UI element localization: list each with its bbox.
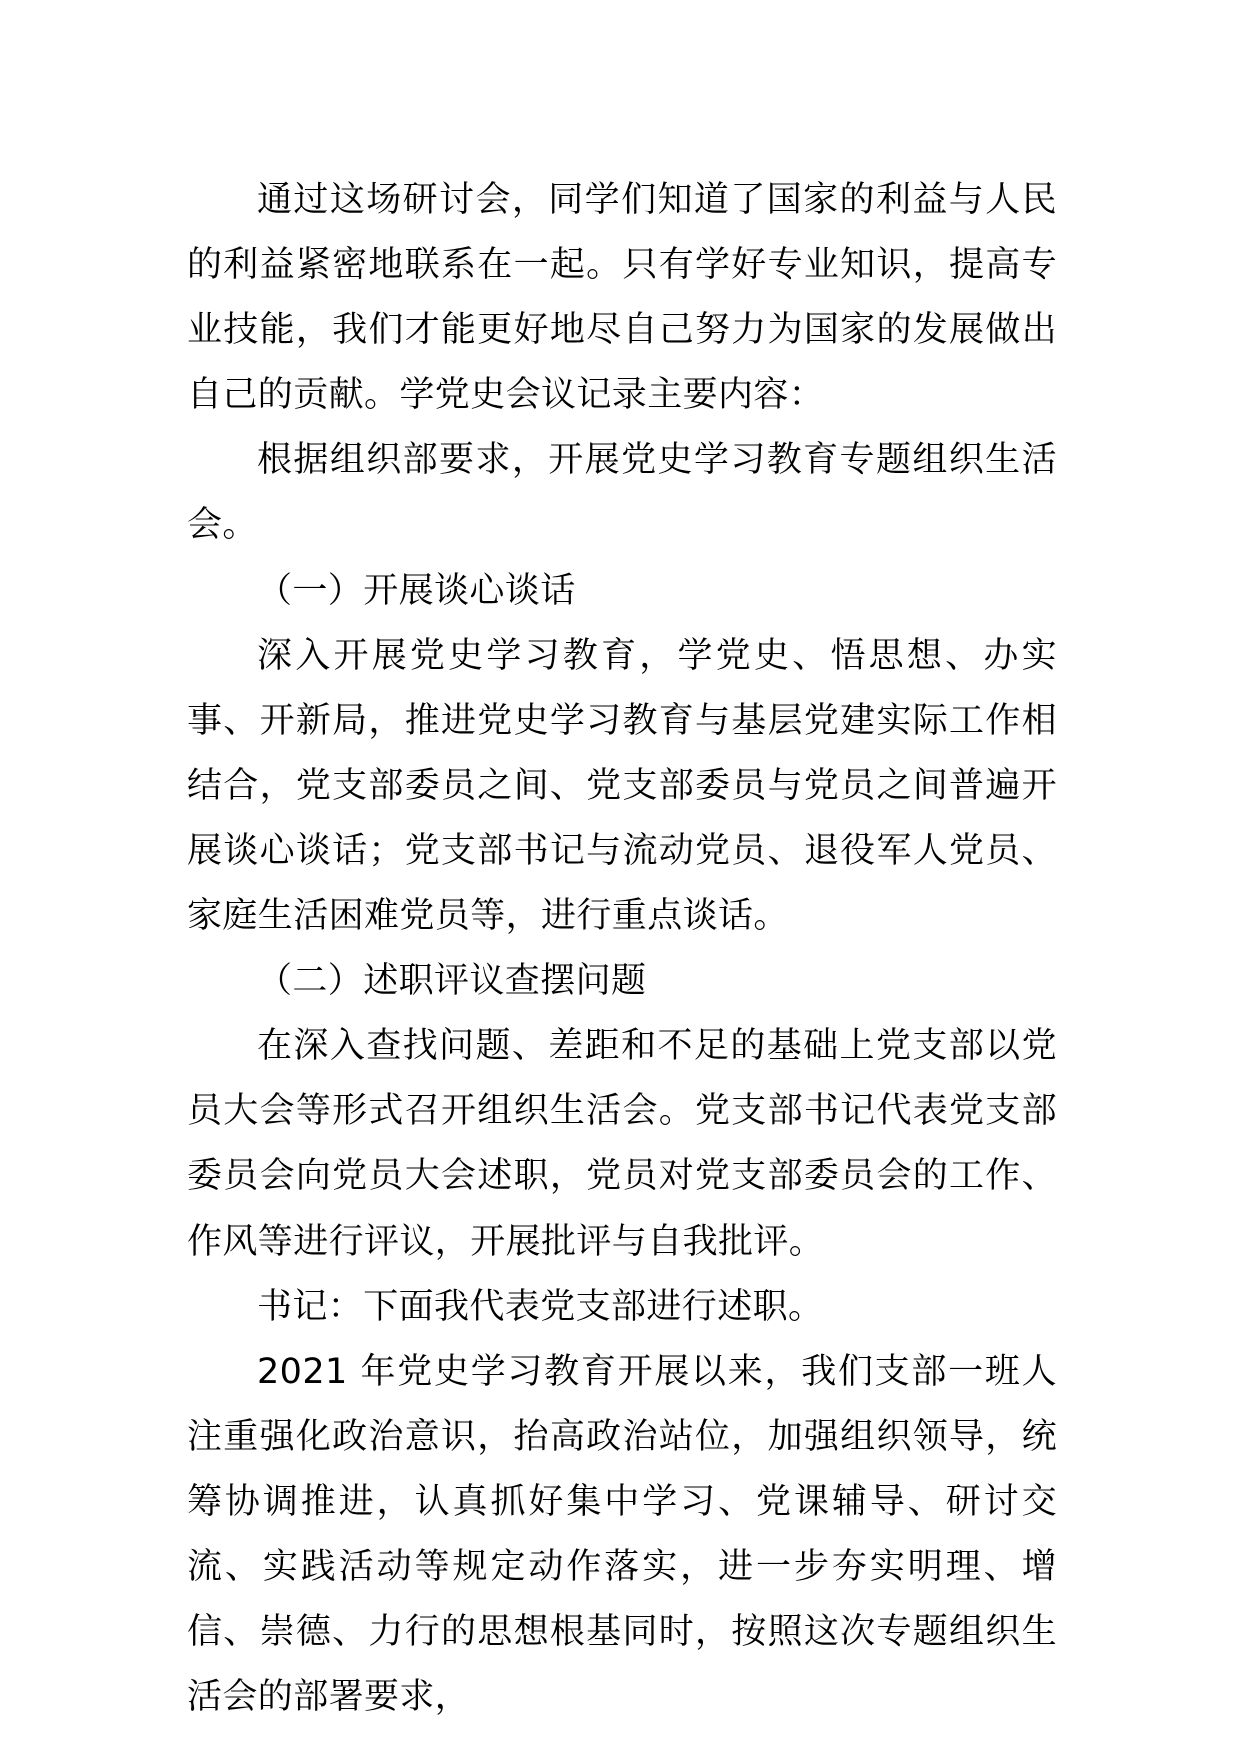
section-heading-heart-to-heart-talks: （一）开展谈心谈话 [257, 570, 576, 611]
document-body [187, 168, 1057, 1730]
section-heading-report-and-review: （二）述职评议查摆问题 [257, 961, 647, 1002]
paragraph-organization-requirement: 根据组织部要求，开展党史学习教育专题组织生活会。 [187, 440, 1057, 546]
paragraph-2021-work-summary: 2021 年党史学习教育开展以来，我们支部一班人注重强化政治意识，抬高政治站位，加强组织领导，统筹协调推进，认真抓好集中学习、党课辅导、研讨交流、实践活动等规定动作落实，进一步夯实明理、增信、崇德、力行的思想根基同时，按照这次专题组织生活会的部署要求， [187, 1351, 1057, 1718]
paragraph-report-and-review: 在深入查找问题、差距和不足的基础上党支部以党员大会等形式召开组织生活会。党支部书记代表党支部委员会向党员大会述职，党员对党支部委员会的工作、作风等进行评议，开展批评与自我批评。 [187, 1026, 1057, 1262]
paragraph-symposium-conclusion: 通过这场研讨会，同学们知道了国家的利益与人民的利益紧密地联系在一起。只有学好专业知识，提高专业技能，我们才能更好地尽自己努力为国家的发展做出自己的贡献。学党史会议记录主要内容： [187, 180, 1057, 416]
paragraph-heart-to-heart-talks: 深入开展党史学习教育，学党史、悟思想、办实事、开新局，推进党史学习教育与基层党建实际工作相结合，党支部委员之间、党支部委员与党员之间普遍开展谈心谈话；党支部书记与流动党员、退役军人党员、家庭生活困难党员等，进行重点谈话。 [187, 635, 1057, 937]
paragraph-secretary-statement: 书记：下面我代表党支部进行述职。 [257, 1286, 824, 1327]
